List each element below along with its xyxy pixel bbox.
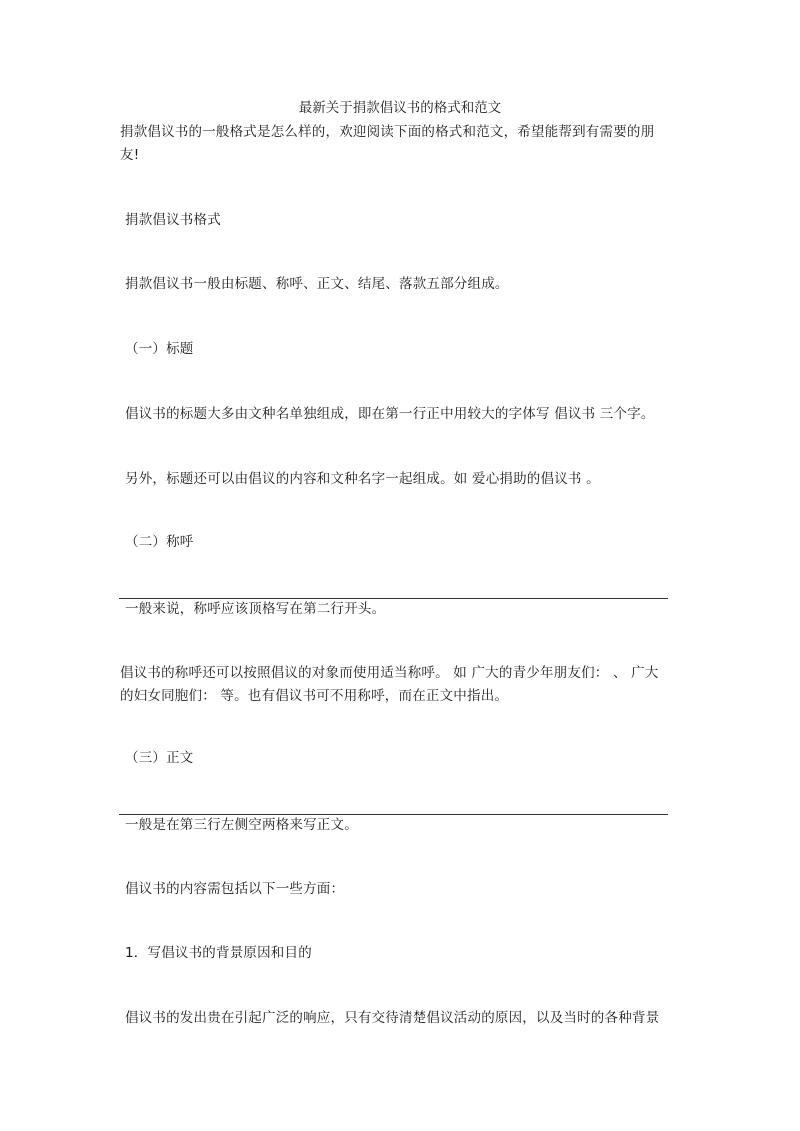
salutation-paragraph-2-line-1: 倡议书的称呼还可以按照倡议的对象而使用适当称呼。 如 广大的青少年朋友们： 、 广大: [120, 665, 659, 681]
document-title: 最新关于捐款倡议书的格式和范文: [298, 100, 502, 116]
item-paragraph-1: 倡议书的发出贵在引起广泛的响应，只有交待清楚倡议活动的原因，以及当时的各种背景: [125, 1010, 660, 1026]
intro-paragraph-line-2: 友!: [120, 147, 140, 163]
title-paragraph-1: 倡议书的标题大多由文种名单独组成，即在第一行正中用较大的字体写 倡议书 三个字。: [125, 406, 655, 422]
composition-paragraph: 捐款倡议书一般由标题、称呼、正文、结尾、落款五部分组成。: [125, 276, 509, 292]
section-heading-title: （一）标题: [125, 341, 194, 357]
body-paragraph-1: 一般是在第三行左侧空两格来写正文。: [125, 817, 358, 833]
item-heading-1: 1．写倡议书的背景原因和目的: [125, 945, 312, 961]
salutation-paragraph-1: 一般来说，称呼应该顶格写在第二行开头。: [125, 601, 386, 617]
format-heading: 捐款倡议书格式: [125, 212, 221, 228]
body-paragraph-2: 倡议书的内容需包括以下一些方面：: [125, 881, 345, 897]
intro-paragraph-line-1: 捐款倡议书的一般格式是怎么样的，欢迎阅读下面的格式和范文，希望能帮到有需要的朋: [120, 124, 655, 140]
title-paragraph-2: 另外，标题还可以由倡议的内容和文种名字一起组成。如 爱心捐助的倡议书 。: [125, 471, 600, 487]
salutation-paragraph-2-line-2: 的妇女同胞们： 等。也有倡议书可不用称呼，而在正文中指出。: [120, 688, 509, 704]
section-heading-body: （三）正文: [125, 750, 194, 766]
section-heading-salutation: （二）称呼: [125, 534, 194, 550]
